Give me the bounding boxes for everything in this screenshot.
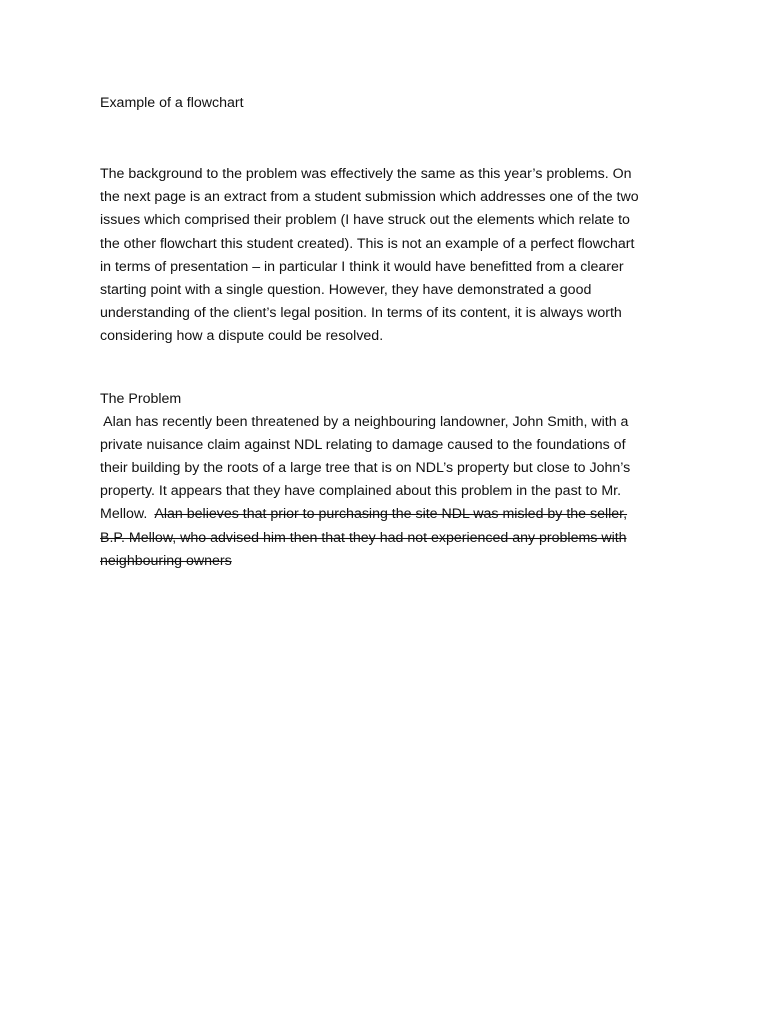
struck-out-text: B.P. Mellow, who advised him then that they had not experienced any problems with xyxy=(100,529,627,546)
struck-out-text: Alan believes that prior to purchasing the site NDL was misled by the seller, xyxy=(154,506,628,523)
problem-line-plain-text: Mellow. xyxy=(100,506,155,523)
intro-line: starting point with a single question. However, they have demonstrated a good xyxy=(100,282,592,299)
problem-paragraph xyxy=(100,411,645,573)
intro-line: in terms of presentation – in particular I think it would have benefitted from a clearer xyxy=(100,258,624,275)
struck-out-text: neighbouring owners xyxy=(100,552,232,569)
problem-heading: The Problem xyxy=(100,390,182,407)
intro-line: considering how a dispute could be resolved. xyxy=(100,328,384,345)
problem-line: property. It appears that they have complained about this problem in the past to Mr. xyxy=(100,483,622,500)
intro-paragraph xyxy=(100,163,645,349)
intro-line: the next page is an extract from a student submission which addresses one of the two xyxy=(100,189,639,206)
intro-line: the other flowchart this student created). This is not an example of a perfect flowchart xyxy=(100,235,635,252)
problem-line: private nuisance claim against NDL relating to damage caused to the foundations of xyxy=(100,436,626,453)
document-content xyxy=(100,93,645,573)
intro-line: understanding of the client’s legal position. In terms of its content, it is always worth xyxy=(100,305,622,322)
problem-line: their building by the roots of a large tree that is on NDL’s property but close to John’s xyxy=(100,460,631,477)
problem-line: Alan has recently been threatened by a neighbouring landowner, John Smith, with a xyxy=(100,413,629,430)
problem-line-mixed xyxy=(100,503,645,526)
intro-line: The background to the problem was effectively the same as this year’s problems. On xyxy=(100,166,632,182)
intro-line: issues which comprised their problem (I have struck out the elements which relate to xyxy=(100,212,630,229)
document-title: Example of a flowchart xyxy=(100,95,244,111)
